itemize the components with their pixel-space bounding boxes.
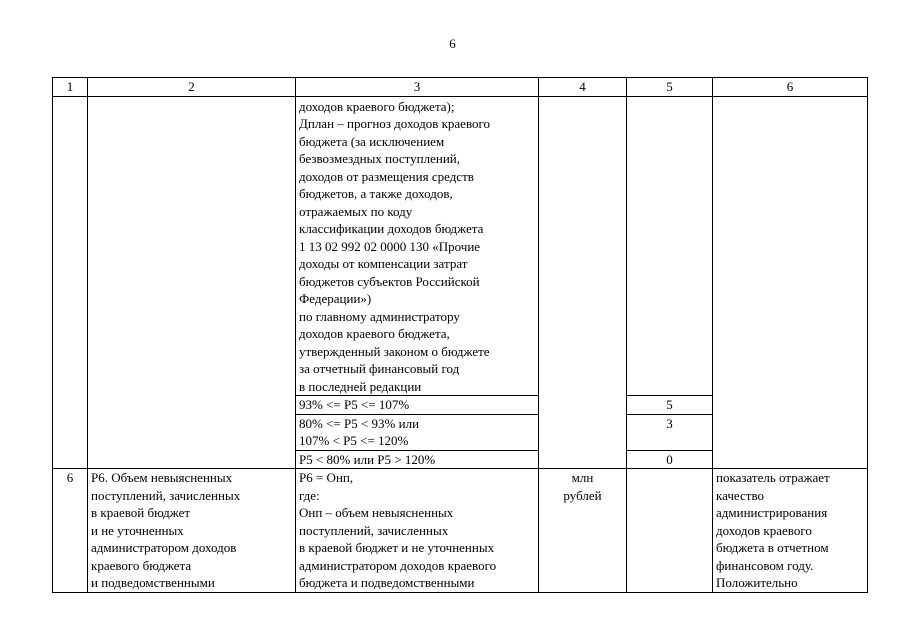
- criterion-condition: [296, 450, 539, 469]
- comment-line: финансовом году.: [716, 557, 814, 573]
- formula-line: в последней редакции: [299, 378, 422, 394]
- criterion-score: 3: [627, 414, 713, 450]
- indicator-name-line: и не уточненных: [91, 522, 184, 538]
- header-cell-4: 4: [539, 78, 627, 97]
- header-row: [53, 78, 868, 97]
- formula-description-cell: [296, 96, 539, 396]
- condition-line: 107% < P5 <= 120%: [299, 433, 409, 448]
- page-number: 6: [449, 36, 456, 51]
- indicator-name-line: поступлений, зачисленных: [91, 487, 241, 503]
- header-cell-3: 3: [296, 78, 539, 97]
- continued-name-cell: [88, 96, 296, 469]
- unit-cell: [539, 469, 627, 593]
- comment-line: показатель отражает: [716, 470, 830, 485]
- header-cell-1: 1: [53, 78, 88, 97]
- formula-line: по главному администратору: [299, 308, 460, 324]
- comment-line: качество: [716, 487, 765, 503]
- indicator-name-line: Р6. Объем невыясненных: [91, 470, 233, 485]
- criteria-table: [52, 77, 868, 593]
- comment-line: бюджета в отчетном: [716, 540, 829, 555]
- condition-line: 80% <= P5 < 93% или: [299, 415, 420, 431]
- continued-num-cell: [53, 96, 88, 469]
- continued-comment-cell: [713, 96, 868, 469]
- formula-line: доходов от размещения средств: [299, 168, 474, 184]
- unit-line: млн: [571, 470, 594, 485]
- indicator-name-line: и подведомственными: [91, 575, 215, 590]
- formula-line: доходов краевого бюджета);: [299, 98, 455, 114]
- criterion-score: 5: [627, 396, 713, 415]
- header-cell-6: 6: [713, 78, 868, 97]
- formula-line: 1 13 02 992 02 0000 130 «Прочие: [299, 238, 481, 254]
- formula-line: классификации доходов бюджета: [299, 221, 484, 236]
- formula-line: бюджета (за исключением: [299, 133, 445, 149]
- header-cell-2: 2: [88, 78, 296, 97]
- comment-line: доходов краевого: [716, 522, 812, 538]
- criterion-condition: [296, 414, 539, 450]
- formula-line: бюджетов субъектов Российской: [299, 273, 480, 289]
- formula-line: поступлений, зачисленных: [299, 522, 449, 538]
- indicator-name-line: в краевой бюджет: [91, 505, 191, 520]
- indicator-name-cell: [88, 469, 296, 593]
- score-cell: [627, 469, 713, 593]
- continued-score-cell: [627, 96, 713, 396]
- formula-line: где:: [299, 487, 320, 503]
- comment-line: администрирования: [716, 505, 828, 520]
- continued-unit-cell: [539, 96, 627, 469]
- formula-line: утвержденный законом о бюджете: [299, 343, 490, 359]
- criterion-condition: [296, 396, 539, 415]
- indicator-name-line: краевого бюджета: [91, 557, 192, 573]
- formula-line: Р6 = Онп,: [299, 470, 354, 485]
- formula-line: бюджета и подведомственными: [299, 575, 475, 590]
- row-number-cell: 6: [53, 469, 88, 593]
- comment-line: Положительно: [716, 575, 798, 590]
- formula-line: доходов краевого бюджета,: [299, 326, 450, 341]
- formula-line: в краевой бюджет и не уточненных: [299, 540, 495, 555]
- condition-line: P5 < 80% или P5 > 120%: [299, 451, 436, 467]
- formula-line: Федерации»): [299, 291, 372, 306]
- formula-line: за отчетный финансовый год: [299, 361, 460, 376]
- formula-line: Онп – объем невыясненных: [299, 505, 454, 520]
- unit-line: рублей: [563, 487, 602, 503]
- table-row-6: [53, 469, 868, 593]
- indicator-name-line: администратором доходов: [91, 540, 237, 555]
- formula-line: доходы от компенсации затрат: [299, 256, 468, 271]
- header-cell-5: 5: [627, 78, 713, 97]
- formula-line: бюджетов, а также доходов,: [299, 186, 453, 201]
- formula-line: администратором доходов краевого: [299, 557, 497, 573]
- criterion-score: 0: [627, 450, 713, 469]
- comment-cell: [713, 469, 868, 593]
- formula-line: Дплан – прогноз доходов краевого: [299, 116, 491, 131]
- formula-line: отражаемых по коду: [299, 203, 413, 219]
- condition-line: 93% <= P5 <= 107%: [299, 397, 410, 412]
- formula-cell: [296, 469, 539, 593]
- continued-row-formula: [53, 96, 868, 396]
- formula-line: безвозмездных поступлений,: [299, 151, 461, 166]
